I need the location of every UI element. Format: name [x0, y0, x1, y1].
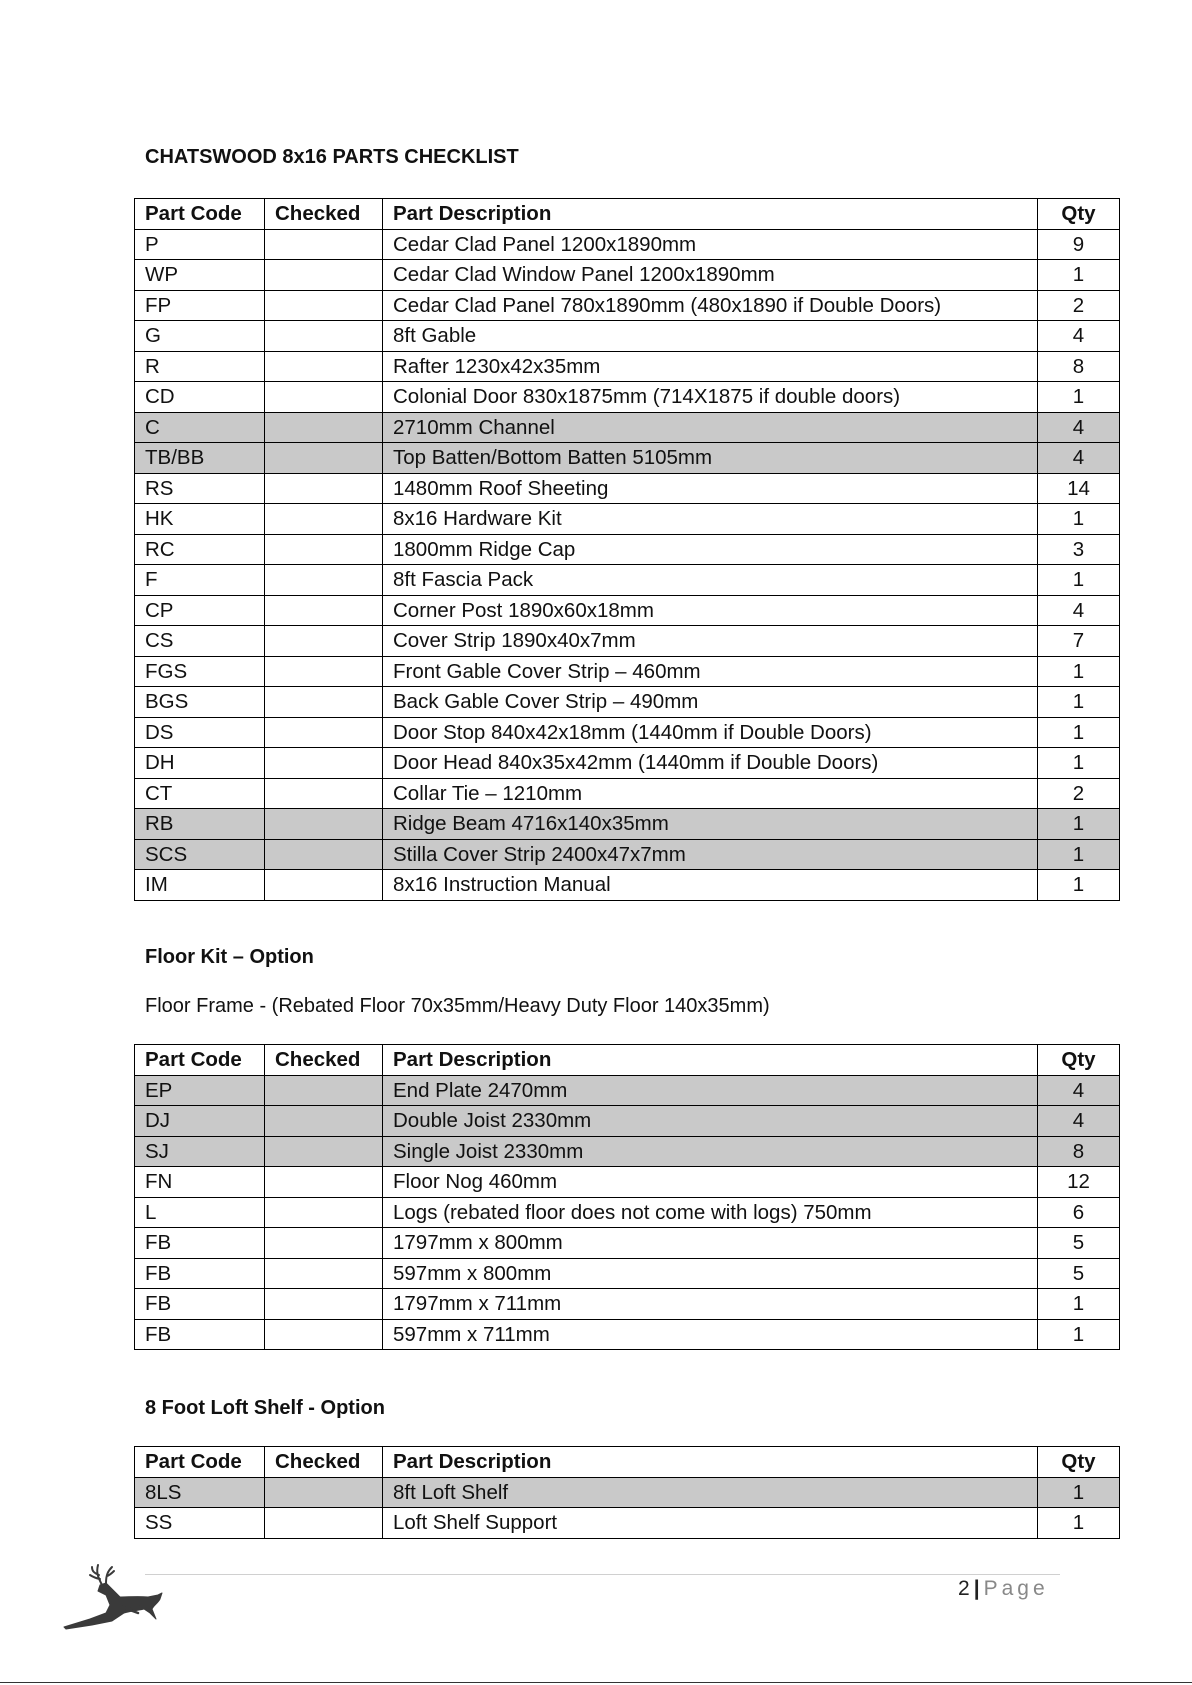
checked-cell[interactable]: [265, 321, 383, 352]
footer-divider: [145, 1574, 1060, 1575]
table-row: [135, 778, 1120, 809]
table-row: [135, 1228, 1120, 1259]
qty-cell: 4: [1038, 1106, 1120, 1137]
checked-cell[interactable]: [265, 1106, 383, 1137]
table-row: [135, 1319, 1120, 1350]
part-code-cell: FB: [135, 1319, 265, 1350]
header-qty: Qty: [1038, 199, 1120, 230]
part-description-cell: 597mm x 800mm: [383, 1258, 1038, 1289]
checked-cell[interactable]: [265, 809, 383, 840]
part-code-cell: BGS: [135, 687, 265, 718]
qty-cell: 2: [1038, 290, 1120, 321]
part-code-cell: FP: [135, 290, 265, 321]
qty-cell: 1: [1038, 504, 1120, 535]
table-row: [135, 1289, 1120, 1320]
header-part-code: Part Code: [135, 1045, 265, 1076]
qty-cell: 6: [1038, 1197, 1120, 1228]
part-description-cell: Ridge Beam 4716x140x35mm: [383, 809, 1038, 840]
table-row: [135, 351, 1120, 382]
table-row: [135, 1258, 1120, 1289]
part-code-cell: RS: [135, 473, 265, 504]
part-description-cell: Collar Tie – 1210mm: [383, 778, 1038, 809]
part-code-cell: EP: [135, 1075, 265, 1106]
part-code-cell: DJ: [135, 1106, 265, 1137]
header-checked: Checked: [265, 199, 383, 230]
part-description-cell: 1800mm Ridge Cap: [383, 534, 1038, 565]
qty-cell: 4: [1038, 595, 1120, 626]
main-parts-table: [134, 198, 1120, 901]
main-checklist-title: CHATSWOOD 8x16 PARTS CHECKLIST: [145, 146, 519, 168]
part-description-cell: 1797mm x 711mm: [383, 1289, 1038, 1320]
table-row: [135, 717, 1120, 748]
checked-cell[interactable]: [265, 1319, 383, 1350]
qty-cell: 1: [1038, 565, 1120, 596]
part-code-cell: CD: [135, 382, 265, 413]
table-row: [135, 1106, 1120, 1137]
checked-cell[interactable]: [265, 717, 383, 748]
part-description-cell: Cedar Clad Window Panel 1200x1890mm: [383, 260, 1038, 291]
part-description-cell: 8ft Gable: [383, 321, 1038, 352]
qty-cell: 2: [1038, 778, 1120, 809]
checked-cell[interactable]: [265, 595, 383, 626]
qty-cell: 4: [1038, 1075, 1120, 1106]
qty-cell: 8: [1038, 1136, 1120, 1167]
leaping-deer-icon: [62, 1563, 166, 1635]
part-code-cell: FGS: [135, 656, 265, 687]
qty-cell: 8: [1038, 351, 1120, 382]
header-checked: Checked: [265, 1447, 383, 1478]
part-description-cell: Cedar Clad Panel 780x1890mm (480x1890 if Double Doors): [383, 290, 1038, 321]
part-description-cell: End Plate 2470mm: [383, 1075, 1038, 1106]
part-description-cell: 597mm x 711mm: [383, 1319, 1038, 1350]
checked-cell[interactable]: [265, 504, 383, 535]
floor-kit-table: [134, 1044, 1120, 1350]
part-description-cell: Rafter 1230x42x35mm: [383, 351, 1038, 382]
part-code-cell: IM: [135, 870, 265, 901]
header-part-description: Part Description: [383, 1447, 1038, 1478]
part-code-cell: TB/BB: [135, 443, 265, 474]
checked-cell[interactable]: [265, 1228, 383, 1259]
qty-cell: 1: [1038, 382, 1120, 413]
checked-cell[interactable]: [265, 229, 383, 260]
part-description-cell: Logs (rebated floor does not come with logs) 750mm: [383, 1197, 1038, 1228]
qty-cell: 1: [1038, 687, 1120, 718]
table-row: [135, 290, 1120, 321]
header-part-description: Part Description: [383, 1045, 1038, 1076]
part-description-cell: Back Gable Cover Strip – 490mm: [383, 687, 1038, 718]
checked-cell[interactable]: [265, 443, 383, 474]
table-header-row: [135, 1045, 1120, 1076]
part-code-cell: DS: [135, 717, 265, 748]
header-qty: Qty: [1038, 1447, 1120, 1478]
part-code-cell: 8LS: [135, 1477, 265, 1508]
part-description-cell: 2710mm Channel: [383, 412, 1038, 443]
table-row: [135, 1197, 1120, 1228]
part-description-cell: Door Head 840x35x42mm (1440mm if Double Doors): [383, 748, 1038, 779]
table-row: [135, 839, 1120, 870]
part-code-cell: L: [135, 1197, 265, 1228]
checked-cell[interactable]: [265, 626, 383, 657]
page-word: Page: [983, 1577, 1049, 1600]
part-code-cell: P: [135, 229, 265, 260]
qty-cell: 7: [1038, 626, 1120, 657]
part-description-cell: 1480mm Roof Sheeting: [383, 473, 1038, 504]
qty-cell: 1: [1038, 1508, 1120, 1539]
part-description-cell: Single Joist 2330mm: [383, 1136, 1038, 1167]
checked-cell[interactable]: [265, 1477, 383, 1508]
table-row: [135, 1508, 1120, 1539]
table-row: [135, 595, 1120, 626]
table-row: [135, 504, 1120, 535]
qty-cell: 1: [1038, 839, 1120, 870]
qty-cell: 4: [1038, 443, 1120, 474]
part-description-cell: 1797mm x 800mm: [383, 1228, 1038, 1259]
checked-cell[interactable]: [265, 748, 383, 779]
part-description-cell: Floor Nog 460mm: [383, 1167, 1038, 1198]
header-part-code: Part Code: [135, 1447, 265, 1478]
table-row: [135, 1136, 1120, 1167]
table-row: [135, 748, 1120, 779]
part-code-cell: SJ: [135, 1136, 265, 1167]
floor-kit-title: Floor Kit – Option: [145, 946, 314, 968]
part-code-cell: R: [135, 351, 265, 382]
part-description-cell: Door Stop 840x42x18mm (1440mm if Double Doors): [383, 717, 1038, 748]
part-code-cell: F: [135, 565, 265, 596]
checked-cell[interactable]: [265, 1075, 383, 1106]
qty-cell: 4: [1038, 412, 1120, 443]
part-code-cell: FN: [135, 1167, 265, 1198]
part-description-cell: Front Gable Cover Strip – 460mm: [383, 656, 1038, 687]
qty-cell: 5: [1038, 1228, 1120, 1259]
checked-cell[interactable]: [265, 1508, 383, 1539]
part-code-cell: FB: [135, 1228, 265, 1259]
part-description-cell: Loft Shelf Support: [383, 1508, 1038, 1539]
checked-cell[interactable]: [265, 290, 383, 321]
part-code-cell: FB: [135, 1258, 265, 1289]
checked-cell[interactable]: [265, 1258, 383, 1289]
qty-cell: 4: [1038, 321, 1120, 352]
qty-cell: 5: [1038, 1258, 1120, 1289]
table-header-row: [135, 199, 1120, 230]
table-row: [135, 229, 1120, 260]
table-row: [135, 443, 1120, 474]
part-code-cell: FB: [135, 1289, 265, 1320]
part-code-cell: C: [135, 412, 265, 443]
table-row: [135, 412, 1120, 443]
checked-cell[interactable]: [265, 778, 383, 809]
table-row: [135, 1477, 1120, 1508]
checked-cell[interactable]: [265, 839, 383, 870]
table-row: [135, 534, 1120, 565]
qty-cell: 12: [1038, 1167, 1120, 1198]
part-code-cell: RC: [135, 534, 265, 565]
loft-shelf-title: 8 Foot Loft Shelf - Option: [145, 1397, 385, 1419]
part-code-cell: CP: [135, 595, 265, 626]
qty-cell: 1: [1038, 1477, 1120, 1508]
part-code-cell: SCS: [135, 839, 265, 870]
part-code-cell: WP: [135, 260, 265, 291]
part-code-cell: CS: [135, 626, 265, 657]
table-row: [135, 382, 1120, 413]
table-row: [135, 626, 1120, 657]
part-description-cell: Colonial Door 830x1875mm (714X1875 if double doors): [383, 382, 1038, 413]
page-number: [958, 1577, 1049, 1601]
qty-cell: 9: [1038, 229, 1120, 260]
qty-cell: 1: [1038, 717, 1120, 748]
part-description-cell: Corner Post 1890x60x18mm: [383, 595, 1038, 626]
page-number-value: 2: [958, 1577, 970, 1600]
table-row: [135, 656, 1120, 687]
header-part-code: Part Code: [135, 199, 265, 230]
table-row: [135, 1167, 1120, 1198]
checked-cell[interactable]: [265, 351, 383, 382]
table-row: [135, 687, 1120, 718]
qty-cell: 1: [1038, 260, 1120, 291]
checked-cell[interactable]: [265, 1136, 383, 1167]
part-description-cell: 8ft Fascia Pack: [383, 565, 1038, 596]
checked-cell[interactable]: [265, 1167, 383, 1198]
part-description-cell: Top Batten/Bottom Batten 5105mm: [383, 443, 1038, 474]
bottom-edge-line: [0, 1682, 1192, 1683]
part-description-cell: Cedar Clad Panel 1200x1890mm: [383, 229, 1038, 260]
checked-cell[interactable]: [265, 534, 383, 565]
header-qty: Qty: [1038, 1045, 1120, 1076]
checked-cell[interactable]: [265, 260, 383, 291]
qty-cell: 1: [1038, 809, 1120, 840]
table-header-row: [135, 1447, 1120, 1478]
part-description-cell: 8ft Loft Shelf: [383, 1477, 1038, 1508]
part-code-cell: RB: [135, 809, 265, 840]
checked-cell[interactable]: [265, 656, 383, 687]
page-separator: |: [973, 1577, 980, 1600]
part-code-cell: HK: [135, 504, 265, 535]
header-part-description: Part Description: [383, 199, 1038, 230]
part-description-cell: 8x16 Hardware Kit: [383, 504, 1038, 535]
loft-shelf-table: [134, 1446, 1120, 1539]
table-row: [135, 809, 1120, 840]
qty-cell: 1: [1038, 870, 1120, 901]
checked-cell[interactable]: [265, 1289, 383, 1320]
part-description-cell: Cover Strip 1890x40x7mm: [383, 626, 1038, 657]
qty-cell: 1: [1038, 748, 1120, 779]
qty-cell: 1: [1038, 656, 1120, 687]
checked-cell[interactable]: [265, 870, 383, 901]
checked-cell[interactable]: [265, 1197, 383, 1228]
checked-cell[interactable]: [265, 382, 383, 413]
checked-cell[interactable]: [265, 565, 383, 596]
checked-cell[interactable]: [265, 687, 383, 718]
table-row: [135, 321, 1120, 352]
table-row: [135, 565, 1120, 596]
part-code-cell: DH: [135, 748, 265, 779]
part-code-cell: SS: [135, 1508, 265, 1539]
table-row: [135, 870, 1120, 901]
table-row: [135, 260, 1120, 291]
qty-cell: 1: [1038, 1319, 1120, 1350]
part-description-cell: 8x16 Instruction Manual: [383, 870, 1038, 901]
table-row: [135, 473, 1120, 504]
table-row: [135, 1075, 1120, 1106]
floor-frame-subtitle: Floor Frame - (Rebated Floor 70x35mm/Heavy Duty Floor 140x35mm): [145, 995, 770, 1017]
part-code-cell: CT: [135, 778, 265, 809]
part-description-cell: Stilla Cover Strip 2400x47x7mm: [383, 839, 1038, 870]
qty-cell: 3: [1038, 534, 1120, 565]
checked-cell[interactable]: [265, 473, 383, 504]
checked-cell[interactable]: [265, 412, 383, 443]
qty-cell: 1: [1038, 1289, 1120, 1320]
part-description-cell: Double Joist 2330mm: [383, 1106, 1038, 1137]
part-code-cell: G: [135, 321, 265, 352]
header-checked: Checked: [265, 1045, 383, 1076]
qty-cell: 14: [1038, 473, 1120, 504]
